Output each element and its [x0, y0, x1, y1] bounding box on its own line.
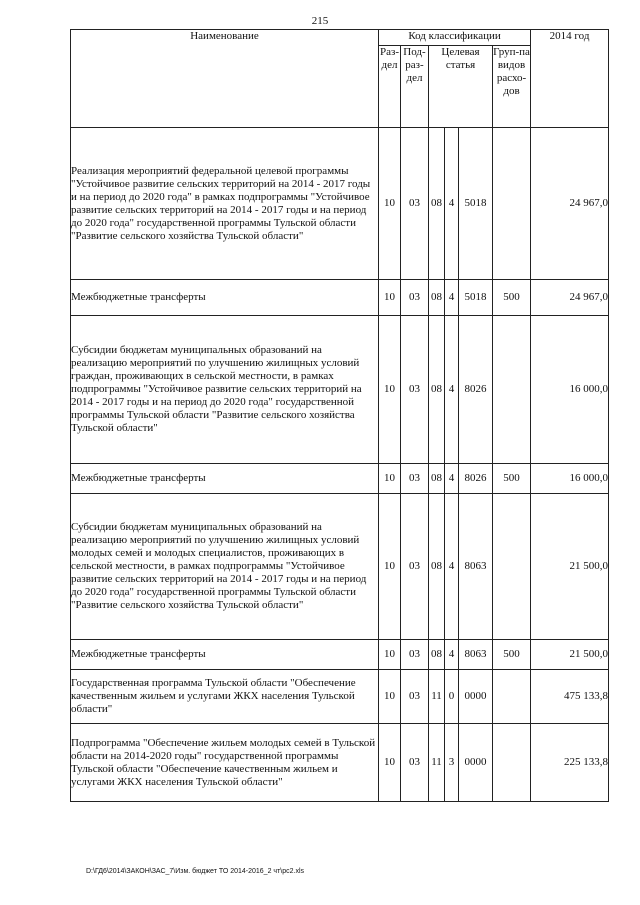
file-path-footer: D:\ГД6\2014\ЗАКОН\ЗАС_7\Изм. бюджет ТО 2014-2016_2 чт\рс2.xls: [86, 868, 305, 875]
row-amount: 24 967,0: [531, 280, 609, 316]
row-expense-group: [493, 670, 531, 724]
row-target-program: 08: [429, 640, 445, 670]
table-row: [71, 640, 609, 670]
row-subsection: 03: [401, 724, 429, 802]
table-row: [71, 316, 609, 464]
row-subsection: 03: [401, 316, 429, 464]
row-target-code: 0000: [459, 670, 493, 724]
row-expense-group: [493, 724, 531, 802]
row-name: Реализация мероприятий федеральной целевой программы "Устойчивое развитие сельских территорий на 2014 - 2017 годы и на период до 2020 года" в рамках подпрограммы "Устойчивое развитие сельских территорий на 2014 - 2017 годы и на период до 2020 года" государственной программы Тульской области "Развитие сельского хозяйства Тульской области": [71, 128, 379, 280]
row-subsection: 03: [401, 464, 429, 494]
row-expense-group: [493, 316, 531, 464]
row-section: 10: [379, 724, 401, 802]
row-section: 10: [379, 128, 401, 280]
row-amount: 475 133,8: [531, 670, 609, 724]
header-target-item: Целевая статья: [429, 46, 493, 128]
budget-table: [70, 29, 609, 802]
row-target-subprogram: 4: [445, 316, 459, 464]
row-target-code: 5018: [459, 128, 493, 280]
row-target-code: 8063: [459, 640, 493, 670]
row-subsection: 03: [401, 640, 429, 670]
row-subsection: 03: [401, 670, 429, 724]
row-amount: 21 500,0: [531, 640, 609, 670]
row-subsection: 03: [401, 494, 429, 640]
row-section: 10: [379, 670, 401, 724]
row-target-program: 11: [429, 670, 445, 724]
row-amount: 21 500,0: [531, 494, 609, 640]
row-section: 10: [379, 640, 401, 670]
row-amount: 225 133,8: [531, 724, 609, 802]
header-name: Наименование: [71, 30, 379, 128]
row-section: 10: [379, 494, 401, 640]
table-row: [71, 670, 609, 724]
page-number: 215: [311, 15, 329, 27]
row-amount: 16 000,0: [531, 316, 609, 464]
row-section: 10: [379, 464, 401, 494]
row-name: Субсидии бюджетам муниципальных образований на реализацию мероприятий по улучшению жилищных условий граждан, проживающих в сельской местности, в рамках подпрограммы "Устойчивое развитие сельских территорий на 2014 - 2017 годы и на период до 2020 года" государственной программы Тульской области "Развитие сельского хозяйства Тульской области": [71, 316, 379, 464]
row-target-program: 08: [429, 494, 445, 640]
row-target-code: 0000: [459, 724, 493, 802]
row-target-program: 08: [429, 280, 445, 316]
row-subsection: 03: [401, 128, 429, 280]
row-name: Межбюджетные трансферты: [71, 280, 379, 316]
row-target-subprogram: 4: [445, 280, 459, 316]
table-row: [71, 128, 609, 280]
row-expense-group: 500: [493, 464, 531, 494]
row-target-code: 5018: [459, 280, 493, 316]
header-classification: Код классификации: [379, 30, 531, 46]
row-target-subprogram: 4: [445, 128, 459, 280]
row-target-subprogram: 3: [445, 724, 459, 802]
row-name: Межбюджетные трансферты: [71, 464, 379, 494]
header-year: 2014 год: [531, 30, 609, 128]
row-name: Субсидии бюджетам муниципальных образований на реализацию мероприятий по улучшению жилищных условий молодых семей и молодых специалистов, проживающих в сельской местности, в рамках подпрограммы "Устойчивое развитие сельских территорий на 2014 - 2017 годы и на период до 2020 года" государственной программы Тульской области "Развитие сельского хозяйства Тульской области": [71, 494, 379, 640]
row-amount: 24 967,0: [531, 128, 609, 280]
header-subsection: Под-раз-дел: [401, 46, 429, 128]
row-target-subprogram: 4: [445, 494, 459, 640]
row-target-code: 8026: [459, 316, 493, 464]
table-row: [71, 464, 609, 494]
row-name: Государственная программа Тульской области "Обеспечение качественным жильем и услугами ЖКХ населения Тульской области": [71, 670, 379, 724]
row-target-program: 08: [429, 464, 445, 494]
row-subsection: 03: [401, 280, 429, 316]
row-expense-group: [493, 494, 531, 640]
row-amount: 16 000,0: [531, 464, 609, 494]
row-expense-group: [493, 128, 531, 280]
row-name: Подпрограмма "Обеспечение жильем молодых семей в Тульской области на 2014-2020 годы" государственной программы Тульской области "Обеспечение качественным жильем и услугами ЖКХ населения Тульской области": [71, 724, 379, 802]
row-target-subprogram: 4: [445, 464, 459, 494]
row-target-program: 08: [429, 128, 445, 280]
row-target-subprogram: 0: [445, 670, 459, 724]
row-expense-group: 500: [493, 640, 531, 670]
row-section: 10: [379, 316, 401, 464]
row-target-subprogram: 4: [445, 640, 459, 670]
table-row: [71, 494, 609, 640]
row-section: 10: [379, 280, 401, 316]
table-row: [71, 724, 609, 802]
row-target-program: 11: [429, 724, 445, 802]
row-expense-group: 500: [493, 280, 531, 316]
row-target-code: 8063: [459, 494, 493, 640]
header-section: Раз-дел: [379, 46, 401, 128]
table-row: [71, 280, 609, 316]
row-name: Межбюджетные трансферты: [71, 640, 379, 670]
row-target-program: 08: [429, 316, 445, 464]
row-target-code: 8026: [459, 464, 493, 494]
header-expense-group: Груп-па видов расхо-дов: [493, 46, 531, 128]
